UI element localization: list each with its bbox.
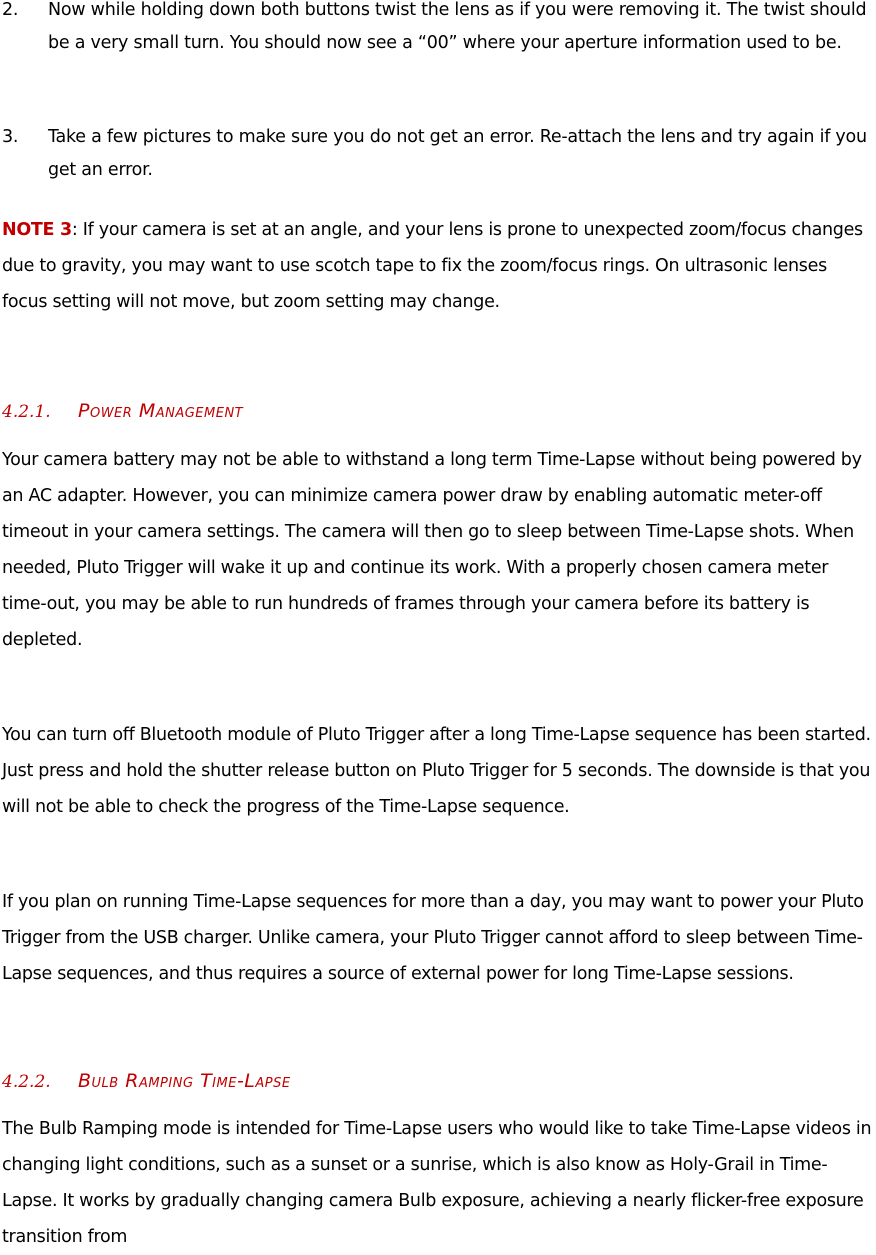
section-number: 4.2.2. xyxy=(2,1072,51,1092)
body-paragraph: You can turn off Bluetooth module of Pluto Trigger after a long Time-Lapse sequence has been started. Just press and hold the shutter release button on Pluto Trigger for 5 seconds. The downside is that you will not be able to check the progress of the Time-Lapse sequence. xyxy=(2,725,871,817)
note-label: NOTE 3 xyxy=(2,220,72,240)
note-paragraph xyxy=(2,212,876,320)
section-title: Power Management xyxy=(78,400,244,422)
list-item-number: 3. xyxy=(2,127,19,147)
body-paragraph: If you plan on running Time-Lapse sequences for more than a day, you may want to power your Pluto Trigger from the USB charger. Unlike camera, your Pluto Trigger cannot afford to sleep between Time-Lapse sequences, and thus requires a source of external power for long Time-Lapse sessions. xyxy=(2,892,864,984)
list-item-text: Now while holding down both buttons twist the lens as if you were removing it. The twist should be a very small turn. You should now see a “00” where your aperture information used to be. xyxy=(48,0,867,53)
section-number: 4.2.1. xyxy=(2,402,51,422)
note-text: : If your camera is set at an angle, and your lens is prone to unexpected zoom/focus changes due to gravity, you may want to use scotch tape to fix the zoom/focus rings. On ultrasonic lenses focus setting will not move, but zoom setting may change. xyxy=(2,220,863,312)
body-paragraph: The Bulb Ramping mode is intended for Time-Lapse users who would like to take Time-Lapse videos in changing light conditions, such as a sunset or a sunrise, which is also know as Holy-Grail in Time-Lapse. It works by gradually changing camera Bulb exposure, achieving a nearly flicker-free exposure transition from xyxy=(2,1119,872,1247)
list-item-number: 2. xyxy=(2,0,19,20)
section-heading xyxy=(2,399,243,424)
section-heading xyxy=(2,1069,291,1094)
list-item xyxy=(2,0,874,60)
body-paragraph: Your camera battery may not be able to withstand a long term Time-Lapse without being powered by an AC adapter. However, you can minimize camera power draw by enabling automatic meter-off timeout in your camera settings. The camera will then go to sleep between Time-Lapse shots. When needed, Pluto Trigger will wake it up and continue its work. With a properly chosen camera meter time-out, you may be able to run hundreds of frames through your camera before its battery is depleted. xyxy=(2,450,862,650)
list-item-text: Take a few pictures to make sure you do not get an error. Re-attach the lens and try again if you get an error. xyxy=(48,127,867,180)
section-title: Bulb Ramping Time-Lapse xyxy=(78,1070,291,1092)
list-item xyxy=(2,121,874,187)
